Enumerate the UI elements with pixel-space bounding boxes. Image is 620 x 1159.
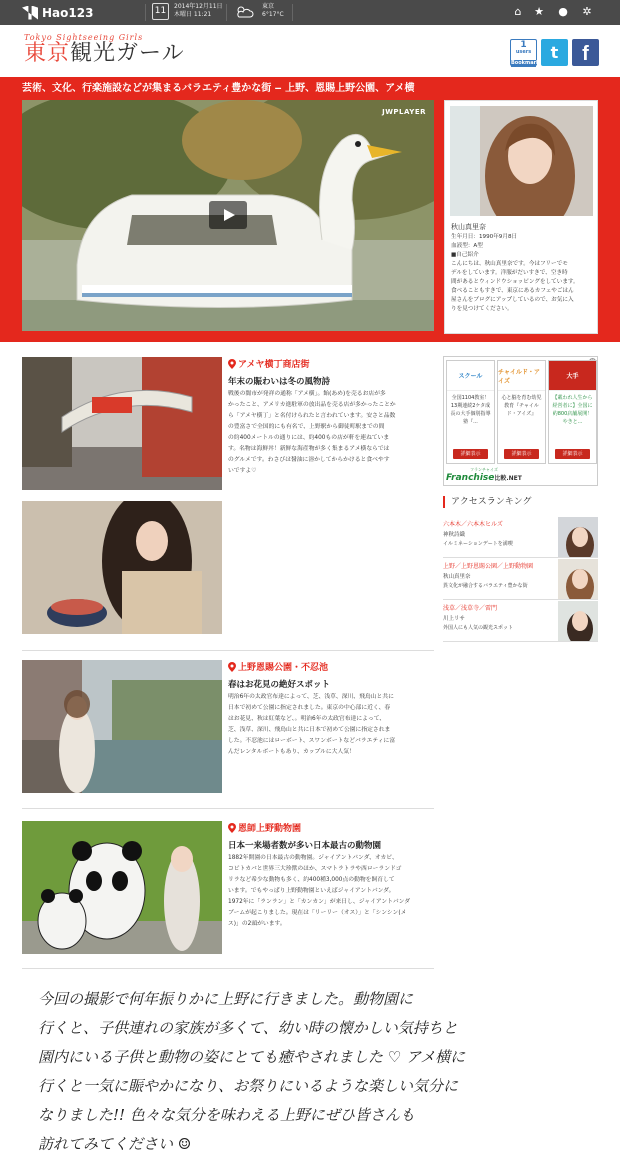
site-header — [0, 25, 620, 77]
toolbar-divider — [145, 4, 146, 21]
video-player[interactable] — [22, 100, 434, 331]
map-pin-icon — [228, 662, 236, 672]
article-body — [228, 389, 430, 477]
profile-intro-line: 食べることもすきで、東京にあるカフェやごはん — [451, 288, 574, 294]
facebook-icon: f — [582, 43, 589, 65]
twitter-button[interactable] — [541, 39, 568, 66]
date-line: 2014年12月11日 — [174, 3, 223, 10]
jwplayer-logo: JWPLAYER — [382, 108, 426, 116]
profile-intro-line: デルをしています。洋服がだいすきで、空き時 — [451, 270, 568, 276]
franchise-suffix: 比較.NET — [494, 475, 522, 482]
ranking-model: 川上リサ — [443, 616, 465, 622]
ranking-thumbnail[interactable] — [558, 601, 598, 641]
star-icon[interactable]: ★ — [534, 5, 544, 18]
gear-icon[interactable]: ✲ — [582, 5, 592, 18]
ad-item[interactable] — [446, 360, 495, 464]
cloud-sun-icon[interactable] — [234, 5, 254, 18]
hatena-bookmark-button[interactable] — [510, 39, 540, 66]
article-location[interactable] — [228, 357, 309, 370]
franchise-brand: Franchise — [446, 473, 495, 483]
article-body — [228, 853, 430, 930]
ranking-item[interactable] — [443, 558, 598, 600]
article-body-line: いですよ♡ — [228, 468, 257, 474]
handwritten-message — [38, 985, 598, 1159]
bookmark-count: 1 — [520, 40, 527, 50]
message-line: なりました!! 色々な気分を味わえる上野にぜひ皆さんも — [38, 1106, 415, 1124]
facebook-button[interactable] — [572, 39, 599, 66]
profile-card — [444, 100, 598, 334]
home-icon[interactable]: ⌂ — [514, 5, 522, 18]
profile-intro-line: こんにちは、秋山真里奈です。今はフリーでモ — [451, 261, 568, 267]
article-body-line: 芝、浅草、深川、飛鳥山と共に日本で初めて公園に指定されま — [228, 727, 391, 733]
user-icon[interactable]: ● — [558, 5, 568, 18]
top-toolbar — [0, 0, 620, 25]
article-body-line: 明治6年の太政官布達によって、芝、浅草、深川、飛鳥山と共に — [228, 694, 394, 700]
weekday-time: 木曜日 11:21 — [174, 11, 212, 18]
logo-subtitle: Tokyo Sightseeing Girls — [24, 33, 144, 42]
article-body-line: んだレンタルボートもあり、カップルに大人気！ — [228, 749, 355, 755]
site-logo[interactable] — [24, 33, 185, 66]
bookmark-users: users — [515, 49, 532, 55]
article-location-label: アメヤ横丁商店街 — [238, 360, 310, 370]
play-icon[interactable] — [209, 201, 247, 229]
ranking-title: アクセスランキング — [443, 496, 531, 508]
ranking-location[interactable]: 六本木／六本木ヒルズ — [443, 521, 503, 528]
page-title: 芸術、文化、行楽施設などが集まるバラエティ豊かな街 ‒ 上野、恩賜上野公園、アメ横 — [22, 83, 415, 94]
article-location[interactable] — [228, 821, 301, 834]
article-body-line: の豊富さで全国的にも有名で、上野駅から御徒町駅までの間 — [228, 424, 385, 430]
article-divider — [22, 968, 434, 969]
article-body-line: の約400メートルの通りには、約400もの店が軒を連ねていま — [228, 435, 390, 441]
ad-text: 全国1104教室！13期連続2ケタ成長の大手個別指導塾『... — [450, 395, 491, 425]
ranking-desc: イルミネーションデートを満喫 — [443, 541, 513, 547]
article-photo-pond[interactable] — [22, 660, 222, 793]
ranking-thumbnail[interactable] — [558, 517, 598, 557]
article-body-line: います。でもやっぱり上野動物園といえばジャイアントパンダ。 — [228, 888, 395, 894]
bookmark-label: Bookmark — [511, 60, 540, 66]
weather-city: 東京 — [262, 3, 275, 10]
profile-intro-line: 間があるとウィンドウショッピングをしています。 — [451, 279, 579, 285]
article-divider — [22, 808, 434, 809]
ranking-desc: 外国人にも人気の観光スポット — [443, 625, 514, 631]
map-pin-icon — [228, 823, 236, 833]
article-ueno-park — [22, 660, 434, 795]
hao123-brand: Hao123 — [42, 5, 94, 20]
ad-detail-button[interactable]: 詳細表示 — [504, 449, 539, 459]
article-location-label: 恩師上野動物園 — [238, 824, 302, 834]
article-headline: 春はお花見の絶好スポット — [228, 680, 331, 690]
profile-intro-line: りを見つけてください。 — [451, 306, 513, 312]
article-body-line: ブームが起こりました。現在は「リーリー（オス）」と「シンシン(メ — [228, 910, 407, 916]
hero-banner — [0, 77, 620, 342]
toolbar-date — [174, 3, 223, 19]
ad-item[interactable] — [497, 360, 546, 464]
article-photo-seafood-bowl[interactable] — [22, 501, 222, 634]
toolbar-weather — [262, 3, 284, 19]
article-body-line: した。不忍池にはローボート、スワンボートなどバラエティに富 — [228, 738, 396, 744]
profile-photo — [450, 106, 593, 216]
ad-text: 【載われ人生から経営者に】全国に約800店舗展開！やきと... — [552, 395, 593, 425]
article-body-line: 戦後の闇市が発祥の通称「アメ横」。飴(あめ)を売るお店が多 — [228, 391, 386, 397]
ranking-desc: 異文化が融合するバラエティ豊かな街 — [443, 583, 528, 589]
article-body-line: かったこと、アメリカ進駐軍の放出品を売る店が多かったことか — [228, 402, 396, 408]
article-headline: 年末の賑わいは冬の風物詩 — [228, 377, 331, 387]
article-body-line: 日本で初めて公園に指定されました。東京の中心部に近く、春 — [228, 705, 391, 711]
ad-detail-button[interactable]: 詳細表示 — [453, 449, 488, 459]
article-ameyoko — [22, 357, 434, 635]
article-body-line: 1972年に「ランラン」と「カンカン」が来日し、ジャイアントパンダ — [228, 899, 410, 905]
ranking-model: 神秋詩織 — [443, 532, 466, 538]
article-body-line: コビトカバと世界三大珍獣のほか、スマトラトラや西ローランドゴ — [228, 866, 402, 872]
profile-name: 秋山真里奈 — [451, 223, 486, 231]
map-pin-icon — [228, 359, 236, 369]
profile-intro-line: 屋さんをブログにアップしているので、お気に入 — [451, 297, 574, 303]
article-body-line: リラなど希少な動物も多く、約400種3,000点の動物を飼育して — [228, 877, 395, 883]
franchise-logo[interactable] — [446, 467, 522, 483]
logo-title-red: 東京 — [24, 41, 71, 66]
profile-blood-type: 血液型：A型 — [451, 243, 483, 249]
article-headline: 日本一来場者数が多い日本最古の動物園 — [228, 841, 382, 851]
article-photo-street[interactable] — [22, 357, 222, 490]
twitter-icon: t — [550, 43, 559, 62]
profile-intro-heading: ■自己紹介 — [451, 252, 479, 258]
toolbar-divider — [226, 4, 227, 21]
article-body-line: ス)」の2頭がいます。 — [228, 921, 286, 927]
message-line: 行くと、子供連れの家族が多くて、幼い時の懐かしい気持ちと — [38, 1019, 458, 1037]
article-location-label: 上野恩賜公園・不忍池 — [238, 663, 329, 673]
ranking-model: 秋山真里奈 — [443, 574, 471, 580]
message-line: 訪れてみてください ☺ — [38, 1135, 192, 1153]
logo-title-main: 観光ガール — [70, 41, 185, 66]
profile-birthday: 生年月日：1990年9月8日 — [451, 234, 518, 240]
hao123-logo[interactable] — [22, 4, 93, 21]
ad-block — [443, 356, 598, 486]
ranking-thumbnail[interactable] — [558, 559, 598, 599]
logo-title — [24, 42, 185, 66]
weather-temp: 6°17°C — [262, 11, 284, 18]
article-ueno-zoo — [22, 821, 434, 956]
ranking-location[interactable]: 浅草／浅草寺／雷門 — [443, 605, 498, 612]
article-body-line: 1882年開園の日本最古の動物園。ジャイアントパンダ、オカピ、 — [228, 855, 398, 861]
ad-item[interactable] — [548, 360, 597, 464]
message-line: 園内にいる子供と動物の姿にとても癒やされました ♡ アメ横に — [38, 1048, 466, 1066]
article-location[interactable] — [228, 660, 328, 673]
article-body-line: す。名物は海鮮丼！新鮮な海産物が多く集まるアメ横ならでは — [228, 446, 390, 452]
franchise-ruby: フランチャイズ — [470, 467, 498, 472]
article-body — [228, 692, 430, 758]
ranking-item[interactable] — [443, 600, 598, 642]
calendar-icon[interactable]: 11 — [152, 3, 169, 20]
article-body-line: はお花見、秋は紅葉など、。明治6年の太政官布達によって、 — [228, 716, 386, 722]
ad-brand: スクール — [447, 361, 494, 391]
hao123-logo-icon — [22, 6, 38, 20]
ad-detail-button[interactable]: 詳細表示 — [555, 449, 590, 459]
ranking-item[interactable] — [443, 516, 598, 558]
article-body-line: ら「アメヤ横丁」と名付けられたと言われています。安さと品数 — [228, 413, 396, 419]
article-divider — [22, 650, 434, 651]
ad-text: 心と脳を育む幼児教育『チャイルド・アイズ』 — [501, 395, 542, 417]
profile-info — [451, 233, 595, 314]
article-body-line: のグルメです。わさびは醤油に溶かしてからかけると食べやす — [228, 457, 390, 463]
message-line: 今回の撮影で何年振りかに上野に行きました。動物園に — [38, 990, 414, 1008]
ad-brand: 大手 — [549, 361, 596, 391]
message-line: 行くと一気に賑やかになり、お祭りにいるような楽しい気分に — [38, 1077, 459, 1095]
article-photo-panda[interactable] — [22, 821, 222, 954]
ad-brand: チャイルド・アイズ — [498, 361, 545, 391]
ranking-location[interactable]: 上野／上野恩賜公園／上野動物園 — [443, 563, 534, 570]
toolbar-divider — [292, 4, 293, 21]
